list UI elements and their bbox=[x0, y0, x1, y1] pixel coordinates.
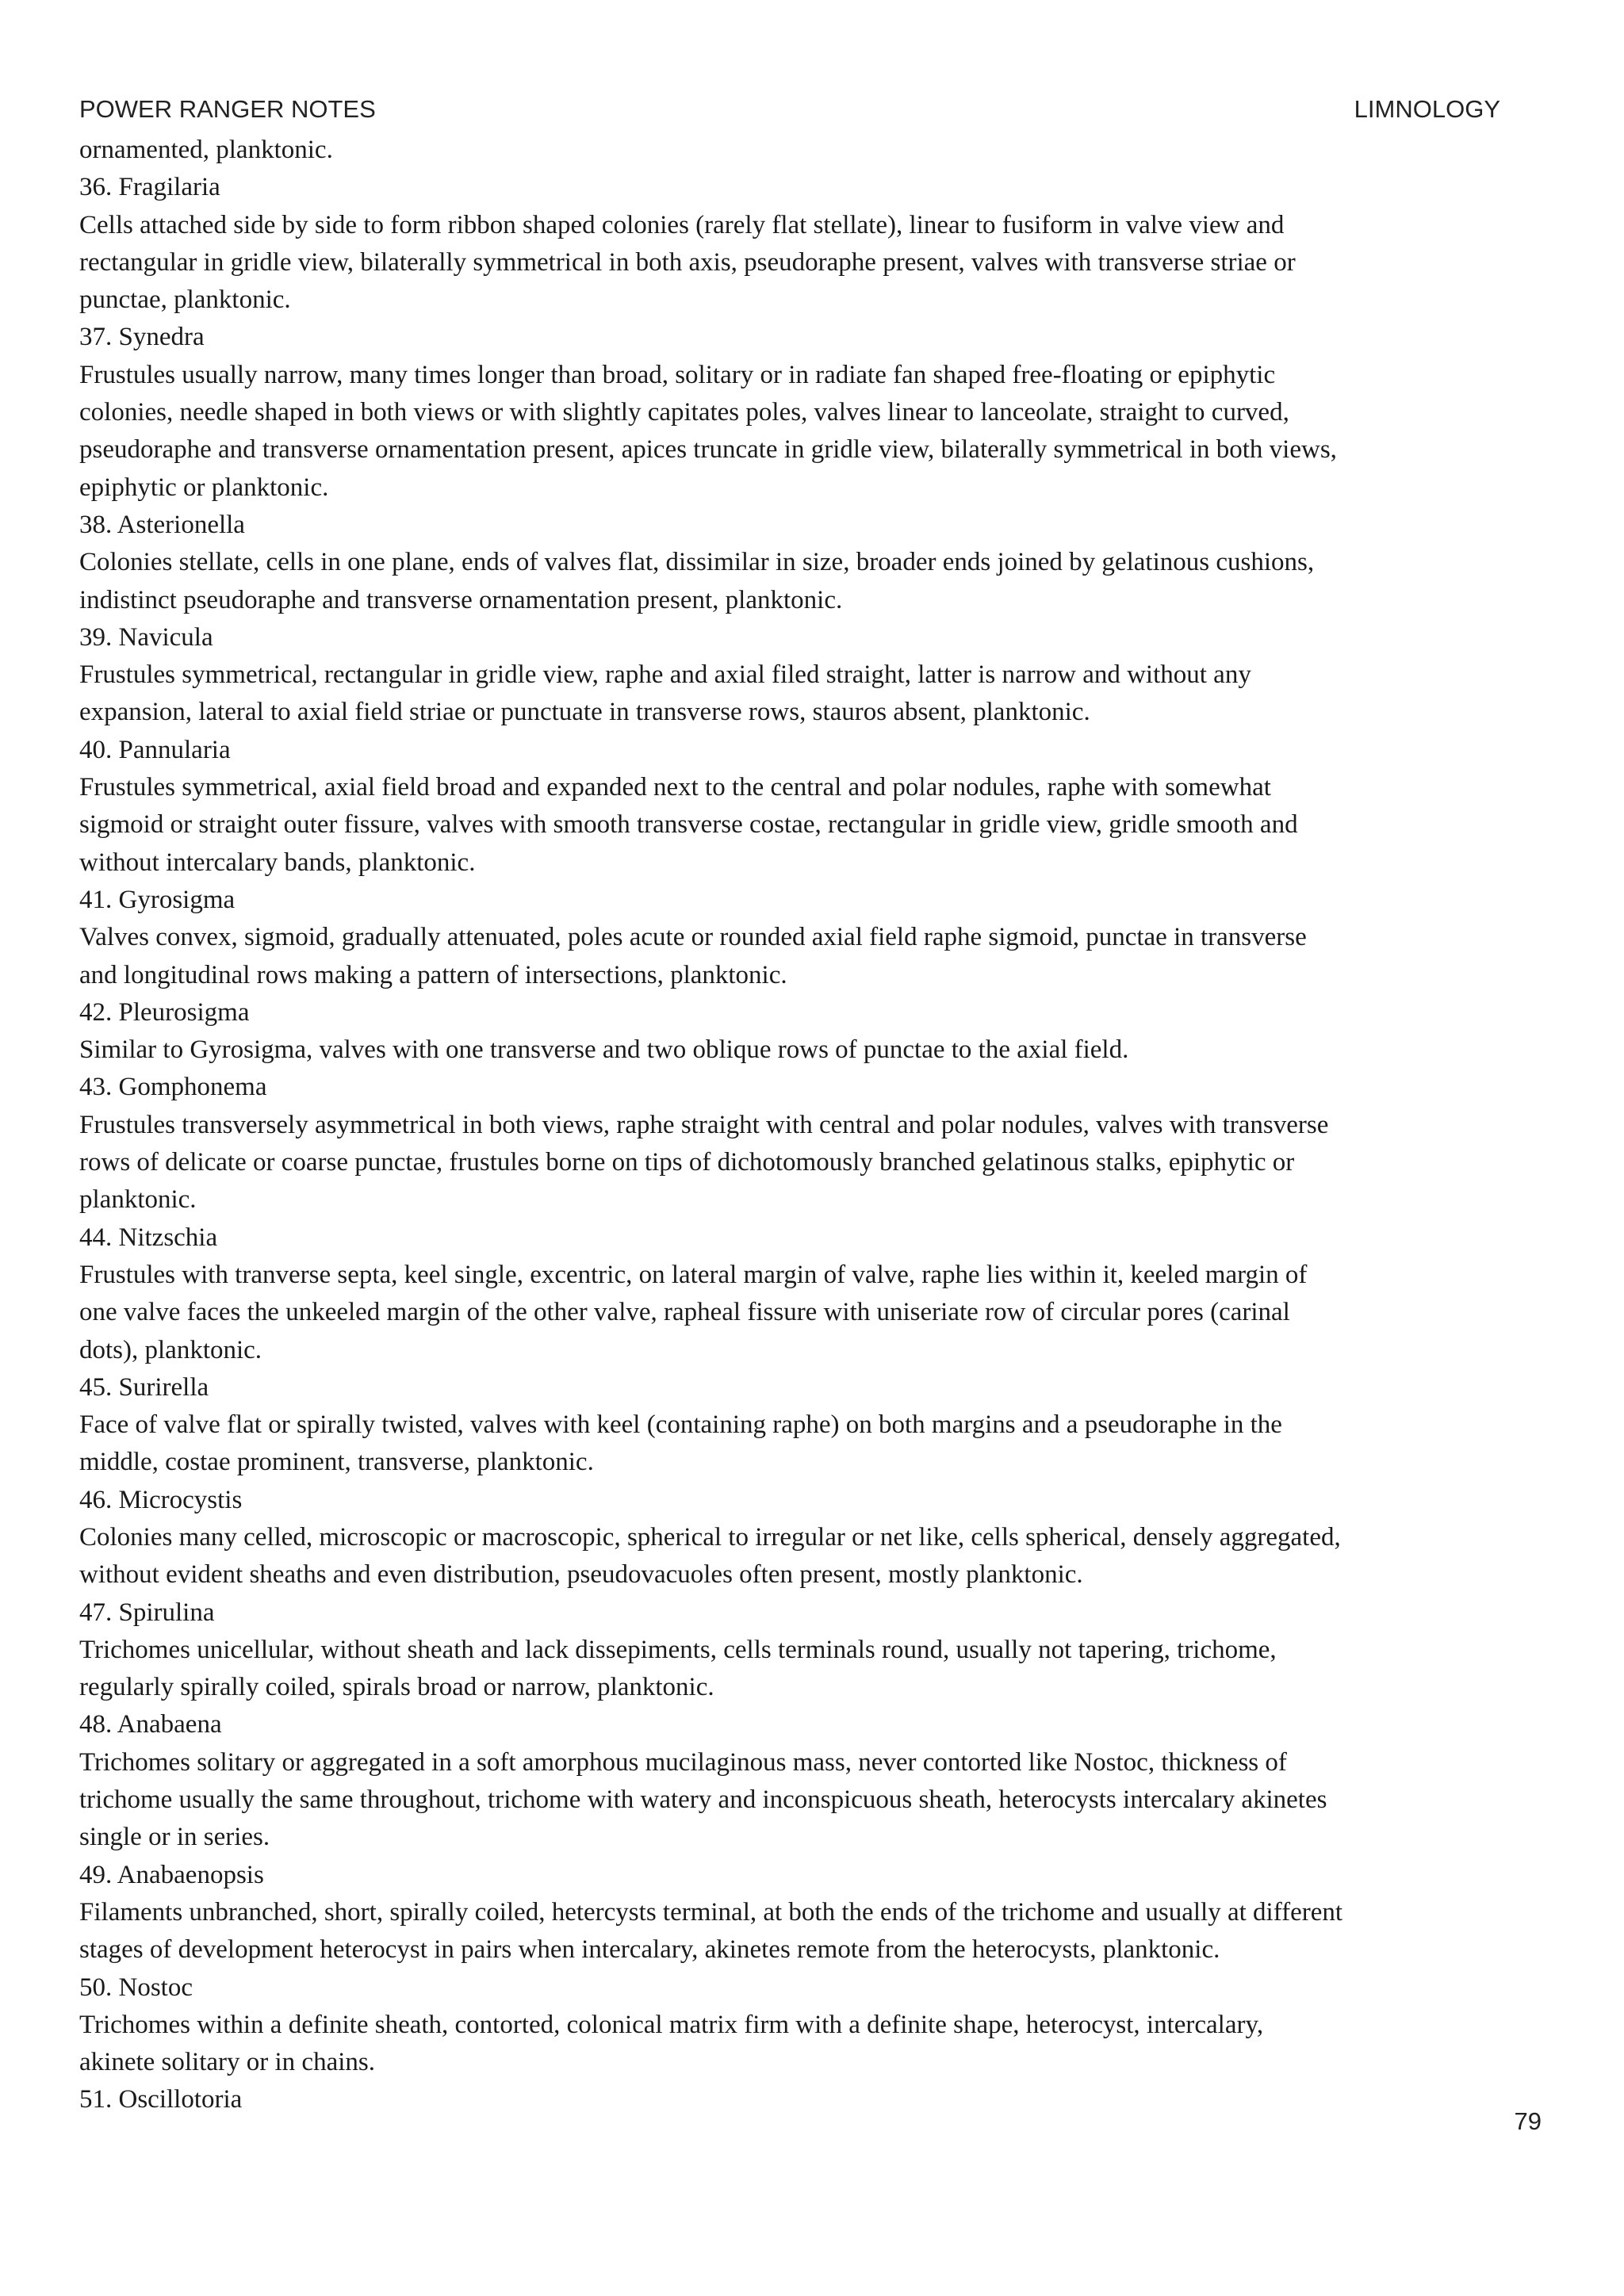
continuation-line: ornamented, planktonic. bbox=[79, 136, 333, 164]
entry-description-line: without evident sheaths and even distribution, pseudovacuoles often present, mostly planktonic. bbox=[79, 1560, 1083, 1590]
entry-title: 45. Surirella bbox=[79, 1372, 209, 1402]
entry-description-line: Frustules with tranverse septa, keel single, excentric, on lateral margin of valve, raphe lies within it, keeled margin of bbox=[79, 1260, 1308, 1289]
entry-description-line: pseudoraphe and transverse ornamentation present, apices truncate in gridle view, bilaterally symmetrical in both views, bbox=[79, 435, 1337, 465]
entry-description-line: dots), planktonic. bbox=[79, 1335, 262, 1364]
header-right-title: LIMNOLOGY bbox=[1354, 95, 1500, 123]
page-header bbox=[79, 95, 1500, 127]
entry-description-line: Frustules usually narrow, many times longer than broad, solitary or in radiate fan shaped free-floating or epiphytic bbox=[79, 360, 1276, 389]
entry-description-line: Frustules transversely asymmetrical in both views, raphe straight with central and polar nodules, valves with transverse bbox=[79, 1110, 1329, 1139]
entry-description-line: Frustules symmetrical, rectangular in gridle view, raphe and axial filed straight, latter is narrow and without any bbox=[79, 660, 1251, 690]
entry-title: 36. Fragilaria bbox=[79, 173, 220, 202]
entry-description-line: Valves convex, sigmoid, gradually attenuated, poles acute or rounded axial field raphe sigmoid, punctae in transverse bbox=[79, 923, 1307, 952]
entry-description-line: colonies, needle shaped in both views or with slightly capitates poles, valves linear to lanceolate, straight to curved, bbox=[79, 398, 1289, 427]
entry-description-line: without intercalary bands, planktonic. bbox=[79, 848, 476, 877]
page-number: 79 bbox=[1514, 2107, 1542, 2135]
entry-title: 48. Anabaena bbox=[79, 1710, 222, 1739]
entry-description-line: Similar to Gyrosigma, valves with one transverse and two oblique rows of punctae to the axial field. bbox=[79, 1035, 1129, 1065]
entry-description-line: stages of development heterocyst in pairs when intercalary, akinetes remote from the heterocysts, planktonic. bbox=[79, 1935, 1220, 1965]
entry-description-line: rectangular in gridle view, bilaterally symmetrical in both axis, pseudoraphe present, valves with transverse striae or bbox=[79, 247, 1296, 277]
entry-description-line: rows of delicate or coarse punctae, frustules borne on tips of dichotomously branched gelatinous stalks, epiphytic or bbox=[79, 1148, 1295, 1177]
entry-description-line: Trichomes unicellular, without sheath and lack dissepiments, cells terminals round, usually not tapering, trichome, bbox=[79, 1635, 1277, 1664]
entry-title: 41. Gyrosigma bbox=[79, 885, 236, 914]
entry-description-line: indistinct pseudoraphe and transverse ornamentation present, planktonic. bbox=[79, 585, 843, 614]
entry-description-line: middle, costae prominent, transverse, planktonic. bbox=[79, 1448, 594, 1477]
entry-title: 49. Anabaenopsis bbox=[79, 1860, 264, 1889]
entry-description-line: planktonic. bbox=[79, 1185, 197, 1215]
entry-description-line: regularly spirally coiled, spirals broad or narrow, planktonic. bbox=[79, 1673, 714, 1702]
entry-description-line: epiphytic or planktonic. bbox=[79, 473, 329, 502]
entry-description-line: trichome usually the same throughout, trichome with watery and inconspicuous sheath, heterocysts intercalary akinetes bbox=[79, 1785, 1327, 1815]
entry-title: 43. Gomphonema bbox=[79, 1073, 267, 1102]
header-left-title: POWER RANGER NOTES bbox=[79, 95, 376, 123]
entry-description-line: Trichomes within a definite sheath, contorted, colonical matrix firm with a definite shape, heterocyst, intercalary, bbox=[79, 2010, 1264, 2039]
entry-description-line: Cells attached side by side to form ribbon shaped colonies (rarely flat stellate), linear to fusiform in valve view and bbox=[79, 210, 1285, 239]
entry-description-line: punctae, planktonic. bbox=[79, 285, 291, 315]
entry-description-line: Face of valve flat or spirally twisted, valves with keel (containing raphe) on both margins and a pseudoraphe in the bbox=[79, 1410, 1282, 1440]
entry-description-line: sigmoid or straight outer fissure, valves with smooth transverse costae, rectangular in gridle view, gridle smooth and bbox=[79, 810, 1298, 840]
entry-title: 46. Microcystis bbox=[79, 1485, 243, 1514]
entry-description-line: expansion, lateral to axial field striae or punctuate in transverse rows, stauros absent, planktonic. bbox=[79, 698, 1090, 727]
entry-title: 42. Pleurosigma bbox=[79, 997, 250, 1027]
entry-description-line: Colonies many celled, microscopic or macroscopic, spherical to irregular or net like, cells spherical, densely aggregated, bbox=[79, 1522, 1341, 1552]
entry-description-line: and longitudinal rows making a pattern of intersections, planktonic. bbox=[79, 960, 787, 989]
entry-title: 39. Navicula bbox=[79, 622, 213, 652]
entry-title: 40. Pannularia bbox=[79, 735, 231, 764]
entry-title: 44. Nitzschia bbox=[79, 1223, 218, 1252]
entry-description-line: one valve faces the unkeeled margin of the other valve, rapheal fissure with uniseriate row of circular pores (carinal bbox=[79, 1298, 1290, 1327]
entry-title: 38. Asterionella bbox=[79, 510, 245, 539]
entry-title: 47. Spirulina bbox=[79, 1598, 215, 1627]
entry-title: 50. Nostoc bbox=[79, 1973, 193, 2002]
entry-description-line: Filaments unbranched, short, spirally coiled, hetercysts terminal, at both the ends of the trichome and usually at different bbox=[79, 1897, 1343, 1927]
entry-description-line: single or in series. bbox=[79, 1823, 270, 1852]
document-body bbox=[79, 132, 1538, 2119]
entry-description-line: Colonies stellate, cells in one plane, ends of valves flat, dissimilar in size, broader ends joined by gelatinous cushions, bbox=[79, 548, 1315, 577]
entry-title: 37. Synedra bbox=[79, 323, 205, 352]
entry-description-line: Trichomes solitary or aggregated in a soft amorphous mucilaginous mass, never contorted like Nostoc, thickness of bbox=[79, 1747, 1287, 1777]
entry-description-line: akinete solitary or in chains. bbox=[79, 2048, 375, 2077]
entry-title: 51. Oscillotoria bbox=[79, 2085, 243, 2114]
entry-description-line: Frustules symmetrical, axial field broad and expanded next to the central and polar nodules, raphe with somewhat bbox=[79, 773, 1271, 802]
